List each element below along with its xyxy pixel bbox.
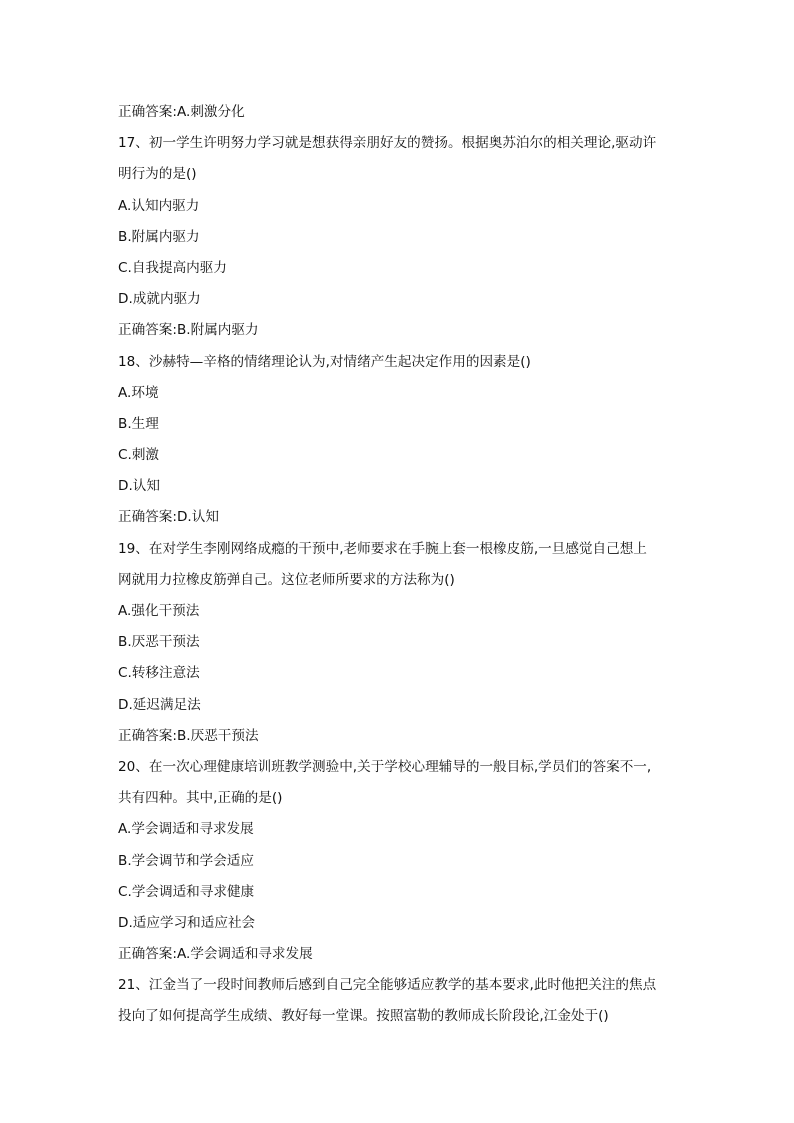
answer-option: B.附属内驱力 <box>118 228 200 245</box>
previous-answer: 正确答案:A.刺激分化 <box>118 104 245 120</box>
answer-option: C.转移注意法 <box>118 665 200 682</box>
answer-option: C.学会调适和寻求健康 <box>118 883 255 900</box>
answer-option: A.认知内驱力 <box>118 197 200 214</box>
question-stem: 17、初一学生许明努力学习就是想获得亲朋好友的赞扬。根据奥苏泊尔的相关理论,驱动许 <box>118 135 657 152</box>
answer-option: D.认知 <box>118 478 160 495</box>
question-block <box>118 752 688 970</box>
question-stem: 21、江金当了一段时间教师后感到自己完全能够适应教学的基本要求,此时他把关注的焦点 <box>118 977 657 994</box>
answer-option: C.刺激 <box>118 447 160 464</box>
question-block <box>118 970 688 1032</box>
question-list <box>118 128 688 1032</box>
correct-answer: 正确答案:A.学会调适和寻求发展 <box>118 946 313 963</box>
correct-answer: 正确答案:B.附属内驱力 <box>118 322 259 339</box>
document-page <box>118 97 688 1033</box>
question-block <box>118 534 688 752</box>
answer-option: B.学会调节和学会适应 <box>118 852 254 869</box>
question-stem: 明行为的是() <box>118 166 197 183</box>
question-stem: 共有四种。其中,正确的是() <box>118 790 283 807</box>
answer-option: C.自我提高内驱力 <box>118 259 227 276</box>
question-stem: 19、在对学生李刚网络成瘾的干预中,老师要求在手腕上套一根橡皮筋,一旦感觉自己想上 <box>118 540 647 557</box>
question-stem: 18、沙赫特—辛格的情绪理论认为,对情绪产生起决定作用的因素是() <box>118 353 531 370</box>
answer-option: D.适应学习和适应社会 <box>118 914 256 931</box>
answer-option: A.学会调适和寻求发展 <box>118 821 254 838</box>
question-stem: 网就用力拉橡皮筋弹自己。这位老师所要求的方法称为() <box>118 571 455 588</box>
question-block <box>118 128 688 346</box>
question-stem: 投向了如何提高学生成绩、教好每一堂课。按照富勒的教师成长阶段论,江金处于() <box>118 1008 609 1025</box>
answer-option: D.成就内驱力 <box>118 291 201 308</box>
answer-option: B.厌恶干预法 <box>118 634 200 651</box>
answer-option: B.生理 <box>118 415 159 432</box>
answer-option: A.环境 <box>118 384 159 401</box>
answer-option: A.强化干预法 <box>118 603 200 619</box>
correct-answer: 正确答案:D.认知 <box>118 509 219 526</box>
correct-answer: 正确答案:B.厌恶干预法 <box>118 727 259 744</box>
question-block <box>118 347 688 534</box>
answer-option: D.延迟满足法 <box>118 696 201 713</box>
question-stem: 20、在一次心理健康培训班教学测验中,关于学校心理辅导的一般目标,学员们的答案不一, <box>118 758 652 775</box>
